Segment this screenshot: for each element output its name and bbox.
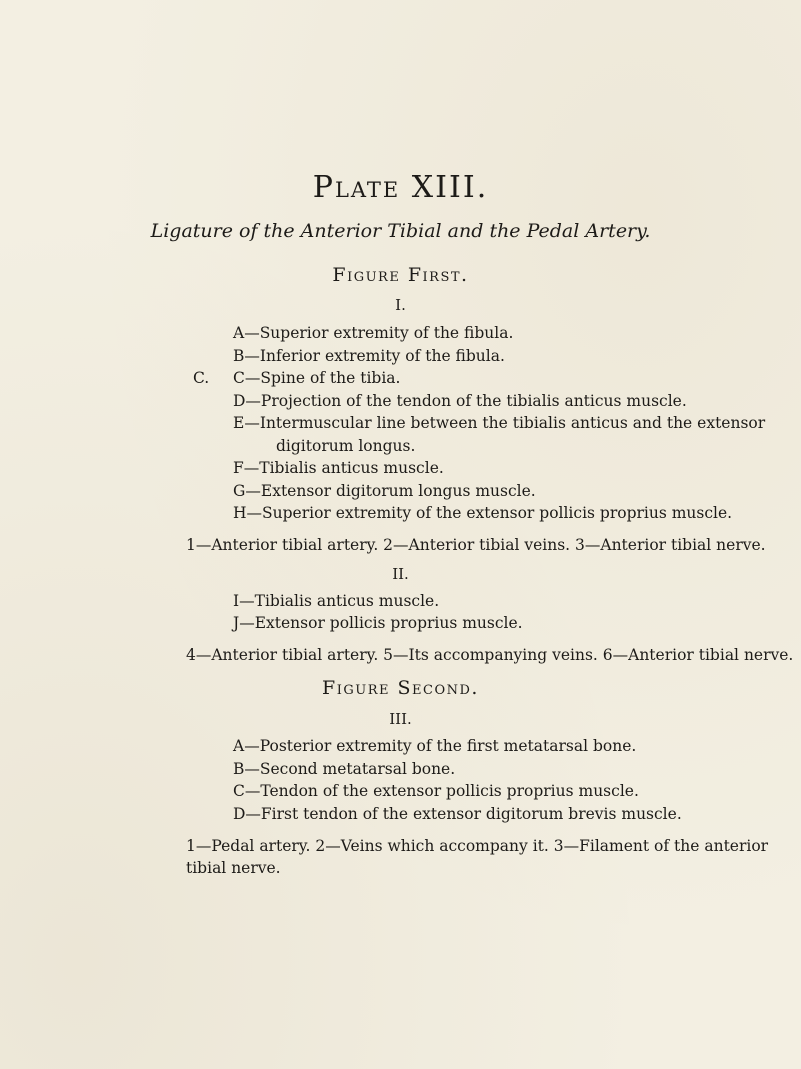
label-g: G—Extensor digitorum longus muscle. [233,482,536,500]
label-b: B—Inferior extremity of the fibula. [233,347,505,365]
section-iii-numeral: III. [389,710,412,728]
plate-title: Plate XIII. [312,170,489,205]
label-d: D—Projection of the tendon of the tibialis anticus muscle. [233,392,687,410]
section-ii-numeral: II. [392,565,409,583]
label-h: H—Superior extremity of the extensor pollicis proprius muscle. [233,504,733,522]
marginal-c: C. [193,369,210,387]
label-f: F—Tibialis anticus muscle. [233,459,444,477]
section-iii-numbered-items-continued: tibial nerve. [186,859,281,877]
label-a: A—Superior extremity of the fibula. [233,324,514,342]
section-ii-numbered-items: 4—Anterior tibial artery. 5—Its accompanying veins. 6—Anterior tibial nerve. [186,646,794,664]
label-c-fig2: C—Tendon of the extensor pollicis proprius muscle. [233,782,639,800]
plate-subtitle: Ligature of the Anterior Tibial and the Pedal Artery. [150,220,651,242]
label-e-continued: digitorum longus. [276,437,416,455]
label-b-fig2: B—Second metatarsal bone. [233,760,456,778]
label-c: C—Spine of the tibia. [233,369,401,387]
label-a-fig2: A—Posterior extremity of the first metatarsal bone. [233,737,637,755]
figure-second-heading: Figure Second. [322,677,479,699]
label-j: J—Extensor pollicis proprius muscle. [233,614,523,632]
label-d-fig2: D—First tendon of the extensor digitorum brevis muscle. [233,805,682,823]
figure-first-heading: Figure First. [332,264,469,286]
section-iii-numbered-items: 1—Pedal artery. 2—Veins which accompany it. 3—Filament of the anterior [186,837,769,855]
label-e: E—Intermuscular line between the tibialis anticus and the extensor [233,414,766,432]
label-i: I—Tibialis anticus muscle. [233,592,440,610]
section-i-numbered-items: 1—Anterior tibial artery. 2—Anterior tibial veins. 3—Anterior tibial nerve. [186,536,766,554]
section-i-numeral: I. [395,296,406,314]
